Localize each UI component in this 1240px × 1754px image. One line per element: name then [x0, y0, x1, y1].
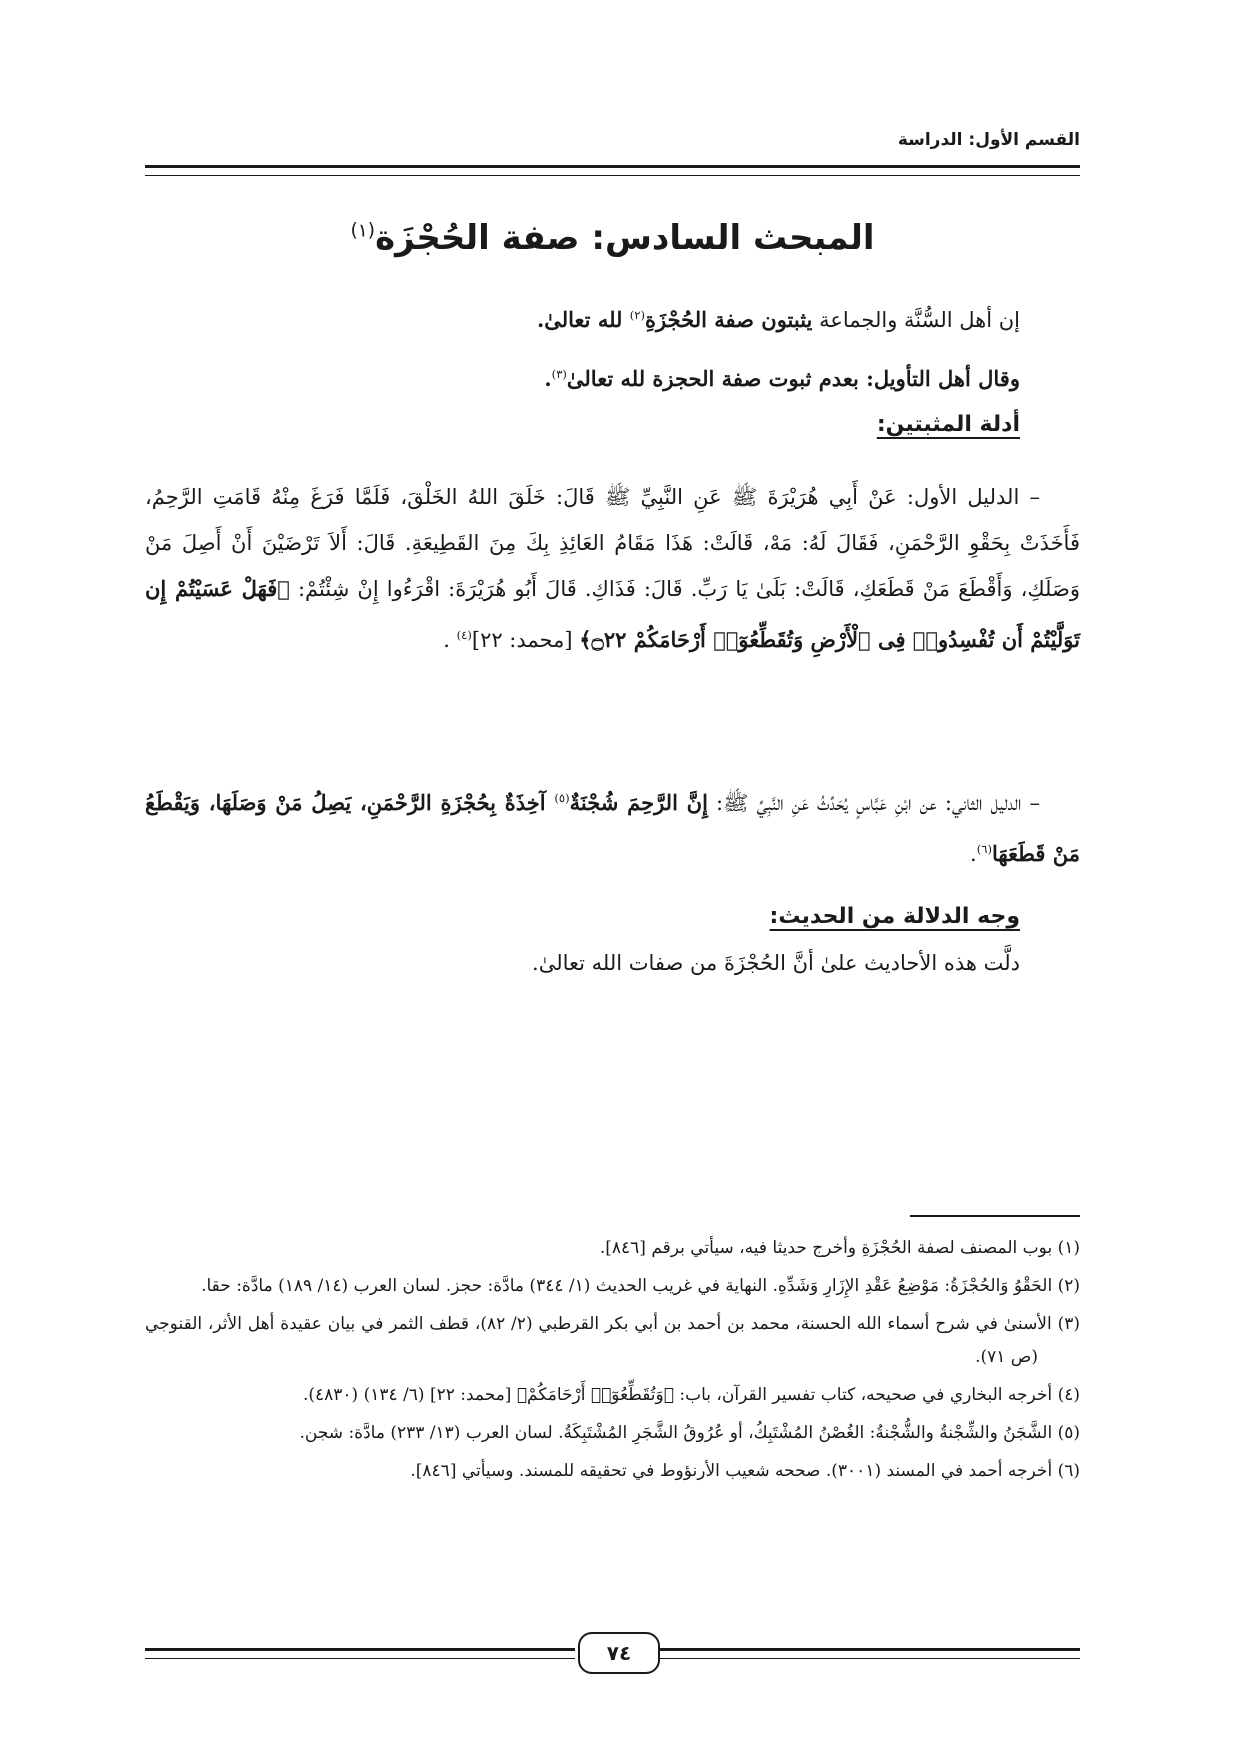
footnote-text: الحَقْوُ وَالحُجْزَةُ: مَوْضِعُ عَقْدِ الإِزَارِ وَشَدِّهِ. النهاية في غريب الحديث (١/ ٣٤٤) مادَّة: حجز. لسان العرب (١٤/ ١٨٩) مادَّة: حقا.: [201, 1276, 1053, 1296]
running-header: القسم الأول: الدراسة: [897, 130, 1080, 150]
footnote-ref[interactable]: (١): [350, 220, 376, 242]
footnote-number: (١): [1057, 1238, 1080, 1258]
footnote-text: أخرجه البخاري في صحيحه، كتاب تفسير القرآن، باب: ﴿وَتُقَطِّعُوٓا۟ أَرْحَامَكُمْ﴾ [محمد: ٢٢] (٦/ ١٣٤) (٤٨٣٠).: [302, 1385, 1053, 1405]
footnote-text: أخرجه أحمد في المسند (٣٠٠١). صححه شعيب الأرنؤوط في تحقيقه للمسند. وسيأتي [٨٤٦].: [410, 1461, 1053, 1481]
intro-paragraphs: [145, 292, 1080, 410]
footnote-number: (٢): [1057, 1276, 1080, 1296]
hadith-text: – الدليل الأول: عَنْ أَبِي هُرَيْرَةَ ﷺ عَنِ النَّبِيِّ ﷺ قَالَ: خَلَقَ اللهُ الخَلْقَ، فَلَمَّا فَرَغَ مِنْهُ قَامَتِ الرَّحِمُ، فَأَخَذَتْ بِحَقْوِ الرَّحْمَنِ، فَقَالَ لَهُ: مَهْ، قَالَتْ: هَذَا مَقَامُ العَائِذِ بِكَ مِنَ القَطِيعَةِ. قَالَ: أَلاَ تَرْضَيْنَ أَنْ أَصِلَ مَنْ وَصَلَكِ، وَأَقْطَعَ مَنْ قَطَعَكِ، قَالَتْ: بَلَىٰ يَا رَبِّ. قَالَ: فَذَاكِ. قَالَ أَبُو هُرَيْرَةَ: اقْرَءُوا إِنْ شِئْتُمْ:: [145, 485, 1080, 601]
footnote-item: [145, 1232, 1080, 1265]
conclusion-paragraph: دلَّت هذه الأحاديث علىٰ أنَّ الحُجْزَةَ من صفات الله تعالىٰ.: [532, 951, 1020, 975]
evidence-text: [145, 474, 1080, 663]
hadith-text-bold: إِنَّ الرَّحِمَ شُجْنَةٌ: [569, 790, 708, 815]
evidence-paragraph-2: [145, 775, 1080, 877]
header-double-rule: [145, 165, 1080, 176]
footnote-ref[interactable]: (٦): [976, 842, 992, 856]
page-number: ٧٤: [578, 1632, 660, 1674]
footer-rule-left: [145, 1648, 575, 1659]
evidence-text: [145, 775, 1080, 877]
intro-line-1: [145, 292, 1020, 343]
footnote-text: بوب المصنف لصفة الحُجْزَةِ وأخرج حديثا فيه، سيأتي برقم [٨٤٦].: [599, 1238, 1053, 1258]
footnote-number: (٣): [1057, 1314, 1080, 1334]
footnote-ref[interactable]: (٢): [629, 308, 645, 322]
hadith-intro: – الدليل الثاني: عن ابْنِ عَبَّاسٍ يُحَدِّثُ عَنِ النَّبِيِّ ﷺ:: [707, 791, 1040, 815]
evidence-end: .: [970, 842, 977, 866]
evidence-paragraph-1: [145, 474, 1080, 663]
section-heading-evidence-meaning: وجه الدلالة من الحديث:: [769, 904, 1020, 929]
footnote-number: (٤): [1057, 1385, 1080, 1405]
footnote-ref[interactable]: (٤): [456, 628, 472, 642]
footnote-number: (٥): [1057, 1423, 1080, 1443]
intro-text: إن أهل السُّنَّة والجماعة: [812, 308, 1020, 332]
footnote-item: [145, 1379, 1080, 1412]
chapter-title-text: المبحث السادس: صفة الحُجْزَة: [375, 218, 875, 258]
footer-rule-right: [650, 1648, 1080, 1659]
hadith-text-bold: آخِذَةٌ بِحُجْزَةِ الرَّحْمَنِ، يَصِلُ مَنْ وَصَلَهَا، وَيَقْطَعُ مَنْ قَطَعَهَا: [145, 790, 1080, 866]
section-heading-evidence: أدلة المثبتين:: [876, 412, 1020, 437]
footnote-text: الأسنىٰ في شرح أسماء الله الحسنة، محمد بن أحمد بن أبي بكر القرطبي (٢/ ٨٢)، قطف الثمر في بيان عقيدة أهل الأثر، القنوجي (ص ٧١).: [145, 1314, 1052, 1367]
footnote-number: (٦): [1057, 1461, 1080, 1481]
footnote-item: [145, 1308, 1080, 1374]
evidence-end: .: [443, 628, 457, 652]
chapter-title: [145, 218, 1080, 258]
footnote-text: الشَّجَنُ والشِّجْنةُ والشُّجْنةُ: الغُصْنُ المُشْتَبِكُ، أو عُرُوقُ الشَّجَرِ المُشْتَبِكَةُ. لسان العرب (١٣/ ٢٣٣) مادَّة: شجن.: [299, 1423, 1053, 1443]
intro-text: .: [544, 366, 552, 391]
intro-emphasis: يثبتون صفة الحُجْزَةِ: [645, 307, 813, 332]
footnote-ref[interactable]: (٣): [551, 367, 567, 381]
quran-verse: ﴿فَهَلْ عَسَيْتُمْ إِن تَوَلَّيْتُمْ أَن تُفْسِدُوا۟ فِى ٱلْأَرْضِ وَتُقَطِّعُوٓا۟ أَرْحَامَكُمْ ۝٢٢﴾: [145, 576, 1080, 652]
intro-text: وقال أهل التأويل: بعدم ثبوت صفة الحجزة لله تعالىٰ: [566, 366, 1020, 391]
footnotes: [145, 1232, 1080, 1493]
verse-citation: [محمد: ٢٢]: [471, 628, 580, 652]
footnote-item: [145, 1417, 1080, 1450]
footnote-item: [145, 1270, 1080, 1303]
footnote-ref[interactable]: (٥): [554, 791, 570, 805]
footnote-separator: [910, 1215, 1080, 1217]
footnote-item: [145, 1455, 1080, 1488]
intro-line-2: [145, 351, 1020, 402]
intro-emphasis: لله تعالىٰ.: [536, 307, 630, 332]
